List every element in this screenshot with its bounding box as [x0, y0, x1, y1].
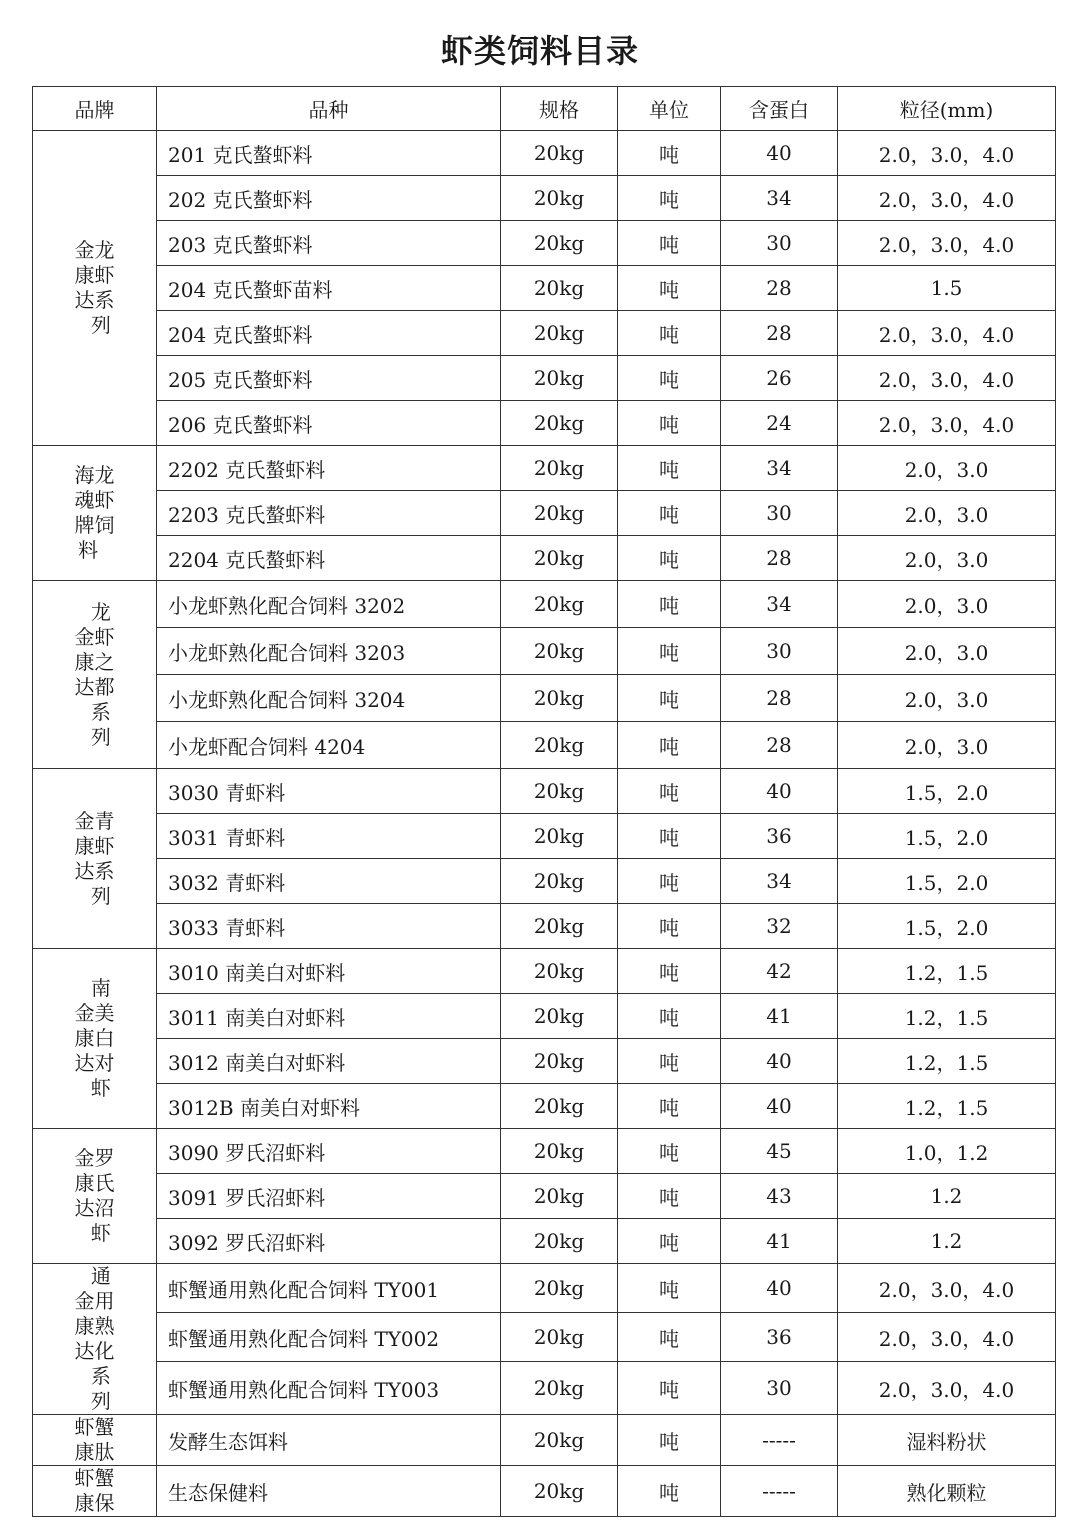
variety-cell: 3031 青虾料 [157, 814, 501, 859]
variety-cell: 发酵生态饵料 [157, 1415, 501, 1466]
table-row [33, 356, 1056, 401]
table-row [33, 491, 1056, 536]
table-row [33, 176, 1056, 221]
particle-size-cell: 熟化颗粒 [838, 1466, 1056, 1517]
spec-cell: 20kg [501, 1129, 618, 1174]
variety-cell: 204 克氏螯虾料 [157, 311, 501, 356]
table-row [33, 1084, 1056, 1129]
particle-size-cell: 1.2，1.5 [838, 1084, 1056, 1129]
variety-cell: 204 克氏螯虾苗料 [157, 266, 501, 311]
brand-name-line: 牌饲 [74, 513, 115, 537]
table-row [33, 1362, 1056, 1415]
spec-cell: 20kg [501, 722, 618, 769]
protein-cell: 36 [721, 814, 838, 859]
protein-cell: 28 [721, 675, 838, 722]
spec-cell: 20kg [501, 1174, 618, 1219]
particle-size-cell: 2.0，3.0 [838, 536, 1056, 581]
spec-cell: 20kg [501, 994, 618, 1039]
unit-cell: 吨 [618, 904, 721, 949]
spec-cell: 20kg [501, 446, 618, 491]
variety-cell: 虾蟹通用熟化配合饲料 TY001 [157, 1264, 501, 1313]
variety-cell: 虾蟹通用熟化配合饲料 TY002 [157, 1313, 501, 1362]
particle-size-cell: 2.0，3.0 [838, 722, 1056, 769]
spec-cell: 20kg [501, 1362, 618, 1415]
brand-cell [33, 1129, 157, 1264]
protein-cell: 34 [721, 446, 838, 491]
variety-cell: 3012 南美白对虾料 [157, 1039, 501, 1084]
protein-cell: 32 [721, 904, 838, 949]
table-row [33, 814, 1056, 859]
column-header-protein: 含蛋白 [721, 87, 838, 131]
spec-cell: 20kg [501, 859, 618, 904]
spec-cell: 20kg [501, 491, 618, 536]
brand-name-line: 虾 [78, 1221, 111, 1245]
unit-cell: 吨 [618, 446, 721, 491]
unit-cell: 吨 [618, 581, 721, 628]
particle-size-cell: 2.0，3.0，4.0 [838, 1362, 1056, 1415]
variety-cell: 3012B 南美白对虾料 [157, 1084, 501, 1129]
spec-cell: 20kg [501, 1264, 618, 1313]
brand-name-line: 海龙 [74, 463, 115, 487]
protein-cell: 36 [721, 1313, 838, 1362]
protein-cell: 24 [721, 401, 838, 446]
brand-cell [33, 1264, 157, 1415]
particle-size-cell: 2.0，3.0 [838, 446, 1056, 491]
unit-cell: 吨 [618, 1466, 721, 1517]
table-row [33, 221, 1056, 266]
particle-size-cell: 2.0，3.0，4.0 [838, 1313, 1056, 1362]
column-header-variety: 品种 [157, 87, 501, 131]
table-row [33, 266, 1056, 311]
particle-size-cell: 2.0，3.0，4.0 [838, 356, 1056, 401]
unit-cell: 吨 [618, 311, 721, 356]
spec-cell: 20kg [501, 536, 618, 581]
unit-cell: 吨 [618, 1084, 721, 1129]
particle-size-cell: 2.0，3.0，4.0 [838, 131, 1056, 176]
unit-cell: 吨 [618, 628, 721, 675]
protein-cell: 34 [721, 581, 838, 628]
brand-name-line: 康氏 [74, 1171, 115, 1195]
particle-size-cell: 1.5，2.0 [838, 859, 1056, 904]
variety-cell: 3032 青虾料 [157, 859, 501, 904]
table-row [33, 1219, 1056, 1264]
brand-name-line: 康肽 [74, 1440, 115, 1464]
particle-size-cell: 1.2，1.5 [838, 949, 1056, 994]
variety-cell: 3090 罗氏沼虾料 [157, 1129, 501, 1174]
particle-size-cell: 2.0，3.0 [838, 581, 1056, 628]
particle-size-cell: 1.5，2.0 [838, 769, 1056, 814]
table-row [33, 994, 1056, 1039]
protein-cell: 34 [721, 176, 838, 221]
unit-cell: 吨 [618, 401, 721, 446]
variety-cell: 小龙虾配合饲料 4204 [157, 722, 501, 769]
protein-cell: 28 [721, 311, 838, 356]
brand-name-line: 达化 [74, 1339, 115, 1363]
unit-cell: 吨 [618, 1039, 721, 1084]
protein-cell: ----- [721, 1466, 838, 1517]
unit-cell: 吨 [618, 131, 721, 176]
variety-cell: 203 克氏螯虾料 [157, 221, 501, 266]
particle-size-cell: 2.0，3.0，4.0 [838, 176, 1056, 221]
brand-name-line: 虾蟹 [74, 1466, 115, 1490]
table-row [33, 1313, 1056, 1362]
variety-cell: 202 克氏螯虾料 [157, 176, 501, 221]
unit-cell: 吨 [618, 722, 721, 769]
variety-cell: 生态保健料 [157, 1466, 501, 1517]
table-row [33, 769, 1056, 814]
unit-cell: 吨 [618, 1313, 721, 1362]
spec-cell: 20kg [501, 1466, 618, 1517]
unit-cell: 吨 [618, 994, 721, 1039]
protein-cell: 26 [721, 356, 838, 401]
brand-name-line: 南 [78, 976, 111, 1000]
unit-cell: 吨 [618, 266, 721, 311]
brand-cell [33, 949, 157, 1129]
brand-cell [33, 581, 157, 769]
particle-size-cell: 2.0，3.0 [838, 628, 1056, 675]
brand-cell [33, 769, 157, 949]
spec-cell: 20kg [501, 311, 618, 356]
brand-name-line: 康白 [74, 1026, 115, 1050]
variety-cell: 小龙虾熟化配合饲料 3203 [157, 628, 501, 675]
spec-cell: 20kg [501, 1219, 618, 1264]
table-row [33, 675, 1056, 722]
spec-cell: 20kg [501, 814, 618, 859]
brand-name-line: 康之 [74, 649, 115, 674]
table-row [33, 628, 1056, 675]
protein-cell: 42 [721, 949, 838, 994]
brand-cell [33, 131, 157, 446]
brand-name-line: 虾 [78, 1076, 111, 1100]
variety-cell: 小龙虾熟化配合饲料 3204 [157, 675, 501, 722]
particle-size-cell: 2.0，3.0，4.0 [838, 311, 1056, 356]
unit-cell: 吨 [618, 1129, 721, 1174]
feed-catalog-table [32, 86, 1056, 1517]
protein-cell: ----- [721, 1415, 838, 1466]
table-row [33, 401, 1056, 446]
variety-cell: 2202 克氏螯虾料 [157, 446, 501, 491]
particle-size-cell: 1.2 [838, 1174, 1056, 1219]
variety-cell: 206 克氏螯虾料 [157, 401, 501, 446]
particle-size-cell: 2.0，3.0 [838, 491, 1056, 536]
brand-name-line: 列 [78, 1389, 111, 1413]
spec-cell: 20kg [501, 401, 618, 446]
table-row [33, 722, 1056, 769]
protein-cell: 30 [721, 221, 838, 266]
table-row [33, 949, 1056, 994]
particle-size-cell: 1.5，2.0 [838, 814, 1056, 859]
spec-cell: 20kg [501, 581, 618, 628]
protein-cell: 40 [721, 1039, 838, 1084]
particle-size-cell: 2.0，3.0 [838, 675, 1056, 722]
column-header-unit: 单位 [618, 87, 721, 131]
brand-name-line: 康虾 [74, 833, 115, 858]
table-row [33, 131, 1056, 176]
brand-name-line: 康虾 [74, 263, 115, 287]
table-row [33, 904, 1056, 949]
unit-cell: 吨 [618, 859, 721, 904]
particle-size-cell: 1.5，2.0 [838, 904, 1056, 949]
brand-name-line: 龙 [78, 599, 111, 624]
spec-cell: 20kg [501, 1415, 618, 1466]
table-body [33, 131, 1056, 1517]
spec-cell: 20kg [501, 675, 618, 722]
spec-cell: 20kg [501, 266, 618, 311]
protein-cell: 34 [721, 859, 838, 904]
brand-name-line: 列 [78, 313, 111, 337]
unit-cell: 吨 [618, 356, 721, 401]
spec-cell: 20kg [501, 176, 618, 221]
variety-cell: 3030 青虾料 [157, 769, 501, 814]
table-row [33, 446, 1056, 491]
protein-cell: 30 [721, 491, 838, 536]
brand-name-line: 康熟 [74, 1314, 115, 1338]
unit-cell: 吨 [618, 536, 721, 581]
brand-name-line: 列 [78, 724, 111, 749]
variety-cell: 2203 克氏螯虾料 [157, 491, 501, 536]
spec-cell: 20kg [501, 221, 618, 266]
particle-size-cell: 2.0，3.0，4.0 [838, 401, 1056, 446]
unit-cell: 吨 [618, 769, 721, 814]
protein-cell: 30 [721, 1362, 838, 1415]
protein-cell: 45 [721, 1129, 838, 1174]
unit-cell: 吨 [618, 1264, 721, 1313]
particle-size-cell: 湿料粉状 [838, 1415, 1056, 1466]
brand-name-line: 康保 [74, 1491, 115, 1515]
unit-cell: 吨 [618, 1219, 721, 1264]
table-header-row [33, 87, 1056, 131]
spec-cell: 20kg [501, 1039, 618, 1084]
brand-name-line: 列 [78, 883, 111, 908]
unit-cell: 吨 [618, 176, 721, 221]
unit-cell: 吨 [618, 1415, 721, 1466]
table-row [33, 1039, 1056, 1084]
variety-cell: 3091 罗氏沼虾料 [157, 1174, 501, 1219]
spec-cell: 20kg [501, 131, 618, 176]
protein-cell: 41 [721, 1219, 838, 1264]
brand-name-line: 虾蟹 [74, 1415, 115, 1439]
brand-name-line: 达沼 [74, 1196, 115, 1220]
variety-cell: 3033 青虾料 [157, 904, 501, 949]
unit-cell: 吨 [618, 1362, 721, 1415]
table-row [33, 1174, 1056, 1219]
column-header-brand: 品牌 [33, 87, 157, 131]
protein-cell: 40 [721, 1264, 838, 1313]
protein-cell: 28 [721, 266, 838, 311]
spec-cell: 20kg [501, 1313, 618, 1362]
brand-name-line: 通 [78, 1264, 111, 1288]
variety-cell: 201 克氏螯虾料 [157, 131, 501, 176]
brand-name-line: 达都 [74, 674, 115, 699]
variety-cell: 3010 南美白对虾料 [157, 949, 501, 994]
spec-cell: 20kg [501, 949, 618, 994]
brand-cell [33, 446, 157, 581]
protein-cell: 28 [721, 722, 838, 769]
spec-cell: 20kg [501, 1084, 618, 1129]
brand-cell [33, 1466, 157, 1517]
particle-size-cell: 2.0，3.0，4.0 [838, 221, 1056, 266]
variety-cell: 小龙虾熟化配合饲料 3202 [157, 581, 501, 628]
table-row [33, 1415, 1056, 1466]
variety-cell: 2204 克氏螯虾料 [157, 536, 501, 581]
protein-cell: 40 [721, 131, 838, 176]
table-row [33, 311, 1056, 356]
table-row [33, 1466, 1056, 1517]
brand-name-line: 金虾 [74, 624, 115, 649]
brand-name-line: 达对 [74, 1051, 115, 1075]
brand-name-line: 达系 [74, 288, 115, 312]
unit-cell: 吨 [618, 949, 721, 994]
brand-name-line: 达系 [74, 858, 115, 883]
table-row [33, 859, 1056, 904]
particle-size-cell: 1.5 [838, 266, 1056, 311]
page-title: 虾类饲料目录 [440, 32, 639, 70]
brand-name-line: 系 [78, 1364, 111, 1388]
protein-cell: 43 [721, 1174, 838, 1219]
brand-name-line: 金用 [74, 1289, 115, 1313]
spec-cell: 20kg [501, 356, 618, 401]
particle-size-cell: 2.0，3.0，4.0 [838, 1264, 1056, 1313]
variety-cell: 205 克氏螯虾料 [157, 356, 501, 401]
protein-cell: 30 [721, 628, 838, 675]
brand-name-line: 金罗 [74, 1146, 115, 1170]
brand-name-line: 金青 [74, 808, 115, 833]
table-row [33, 1264, 1056, 1313]
unit-cell: 吨 [618, 1174, 721, 1219]
table-row [33, 536, 1056, 581]
unit-cell: 吨 [618, 491, 721, 536]
column-header-spec: 规格 [501, 87, 618, 131]
particle-size-cell: 1.2 [838, 1219, 1056, 1264]
protein-cell: 40 [721, 769, 838, 814]
unit-cell: 吨 [618, 814, 721, 859]
brand-name-line: 系 [78, 699, 111, 724]
variety-cell: 3092 罗氏沼虾料 [157, 1219, 501, 1264]
spec-cell: 20kg [501, 628, 618, 675]
particle-size-cell: 1.2，1.5 [838, 994, 1056, 1039]
protein-cell: 40 [721, 1084, 838, 1129]
variety-cell: 3011 南美白对虾料 [157, 994, 501, 1039]
particle-size-cell: 1.0，1.2 [838, 1129, 1056, 1174]
unit-cell: 吨 [618, 221, 721, 266]
column-header-particle-size: 粒径(mm) [838, 87, 1056, 131]
unit-cell: 吨 [618, 675, 721, 722]
protein-cell: 41 [721, 994, 838, 1039]
brand-name-line: 魂虾 [74, 488, 115, 512]
table-row [33, 581, 1056, 628]
table-row [33, 1129, 1056, 1174]
spec-cell: 20kg [501, 904, 618, 949]
protein-cell: 28 [721, 536, 838, 581]
brand-name-line: 金美 [74, 1001, 115, 1025]
spec-cell: 20kg [501, 769, 618, 814]
particle-size-cell: 1.2，1.5 [838, 1039, 1056, 1084]
brand-cell [33, 1415, 157, 1466]
brand-name-line: 金龙 [74, 238, 115, 262]
variety-cell: 虾蟹通用熟化配合饲料 TY003 [157, 1362, 501, 1415]
brand-name-line: 料 [78, 538, 111, 562]
